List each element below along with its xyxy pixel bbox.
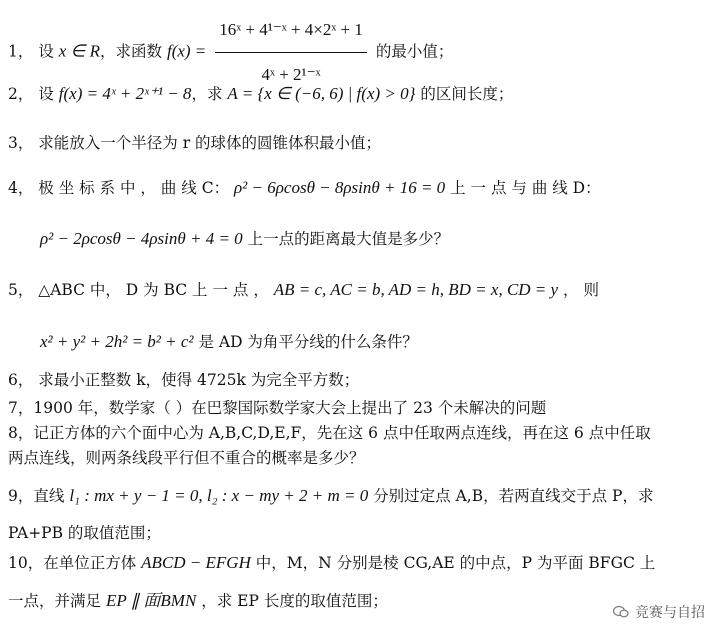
problem-5-line-2: x² + y² + 2h² = b² + c² 是 AD 为角平分线的什么条件？ [40,332,418,351]
problem-4-line-1: 4， 极 坐 标 系 中 ， 曲 线 C： ρ² − 6ρcosθ − 8ρsinθ + 16 = 0 上 一 点 与 曲 线 D： [8,178,601,197]
problem-2: 2， 设 f(x) = 4ˣ + 2ˣ⁺¹ − 8，求 A = {x ∈ (−6, 6) | f(x) > 0} 的区间长度； [8,84,514,103]
watermark [613,602,705,622]
wechat-icon [613,605,629,619]
problem-8-line-2: 两点连线，则两条线段平行但不重合的概率是多少？ [8,449,365,467]
problem-10-line-2: 一点，并满足 EP ∥ 面BMN ，求 EP 长度的取值范围； [8,591,388,610]
problem-3: 3， 求能放入一个半径为 r 的球体的圆锥体积最小值； [8,134,382,152]
problem-9-line-1: 9，直线 l₁ : mx + y − 1 = 0, l₂ : x − my + 2 + m = 0 分别过定点 A,B，若两直线交于点 P，求 [8,486,654,505]
problem-8-line-1: 8，记正方体的六个面中心为 A,B,C,D,E,F，先在这 6 点中任取两点连线，再在这 6 点中任取 [8,424,651,442]
problem-1: 1， 设 x ∈ R，求函数 f(x) = $\frac{\text{16ˣ + 4¹⁻ˣ + 4×2ˣ + 1}}{\text{4ˣ + 2¹⁻ˣ}}$ 的最小值； [8,10,453,95]
problem-10-line-1: 10，在单位正方体 ABCD − EFGH 中，M，N 分别是棱 CG,AE 的中点，P 为平面 BFGC 上 [8,553,656,572]
problem-5-line-1: 5， △ABC 中， D 为 BC 上 一 点 ， AB = c, AC = b, AD = h, BD = x, CD = y ， 则 [8,280,599,299]
watermark-text: 竞赛与自招 [635,605,705,621]
problem-4-line-2: ρ² − 2ρcosθ − 4ρsinθ + 4 = 0 上一点的距离最大值是多少？ [40,229,450,248]
problem-9-line-2: PA+PB 的取值范围； [8,524,161,542]
problem-6: 6， 求最小正整数 k，使得 4725k 为完全平方数； [8,371,360,389]
fraction: $\frac{\text{16ˣ + 4¹⁻ˣ + 4×2ˣ + 1}}{\text{4ˣ + 2¹⁻ˣ}}$ [215,10,367,95]
problem-7: 7，1900 年，数学家（ ）在巴黎国际数学家大会上提出了 23 个未解决的问题 [8,399,547,417]
